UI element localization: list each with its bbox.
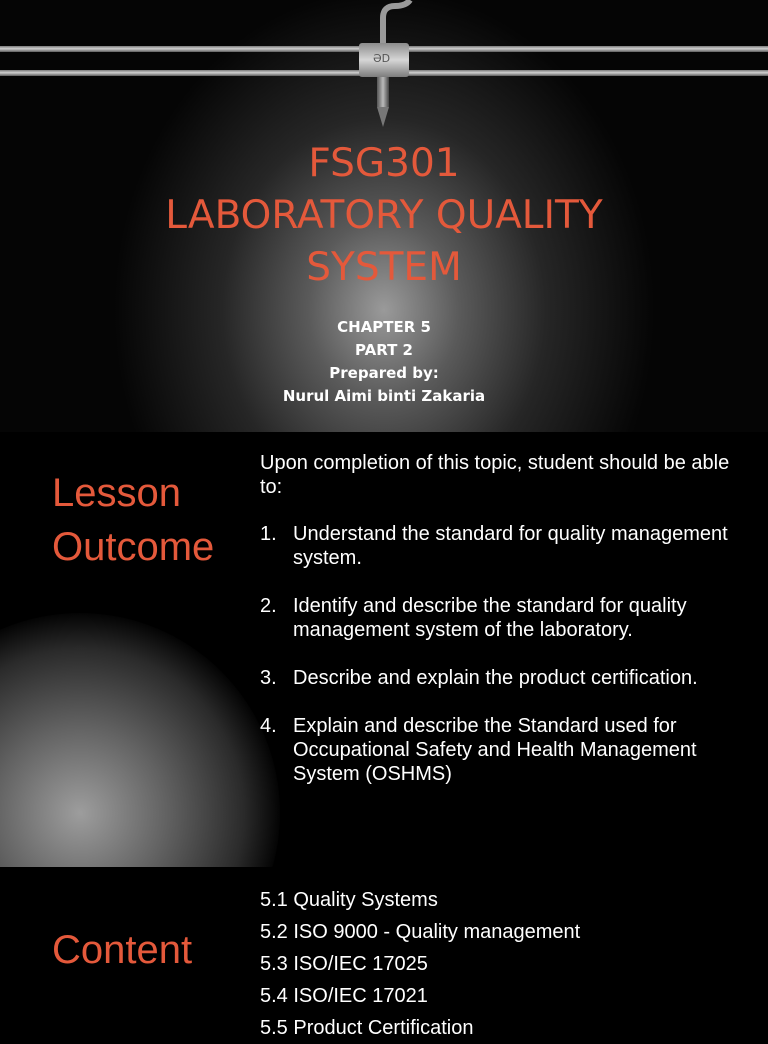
list-item: [260, 666, 755, 690]
title-slide: [0, 0, 768, 432]
rail-clamp: [359, 43, 409, 77]
content-slide: [0, 867, 768, 1039]
clamp-logo: ƏD: [373, 52, 391, 65]
list-item: 5.4 ISO/IEC 17021: [260, 985, 428, 1007]
part-label: PART 2: [355, 341, 413, 359]
hook-graphic: [378, 0, 412, 44]
slide-title: [0, 138, 768, 294]
list-item: [260, 594, 755, 642]
prepared-by-label: Prepared by:: [329, 364, 439, 382]
title-line: FSG301: [308, 141, 460, 186]
item-text: Understand the standard for quality management system.: [293, 523, 728, 569]
chapter-label: CHAPTER 5: [337, 318, 431, 336]
item-number: 4.: [260, 715, 277, 737]
lesson-outcome-slide: [0, 433, 768, 866]
item-text: Describe and explain the product certification.: [293, 667, 698, 689]
author-name: Nurul Aimi binti Zakaria: [282, 387, 486, 405]
heading-line: Outcome: [52, 525, 215, 569]
content-heading: Content: [52, 928, 193, 972]
title-line: SYSTEM: [306, 245, 462, 290]
list-item: 5.2 ISO 9000 - Quality management: [260, 921, 581, 943]
list-item: 5.5 Product Certification: [260, 1017, 474, 1039]
outcome-intro: Upon completion of this topic, student should be able to:: [260, 452, 730, 498]
list-item: [260, 714, 755, 786]
list-item: 5.1 Quality Systems: [260, 889, 438, 911]
needle-stem: [377, 77, 389, 107]
item-text: Explain and describe the Standard used for Occupational Safety and Health Management System (OSHMS): [293, 715, 697, 785]
list-item: 5.3 ISO/IEC 17025: [260, 953, 428, 975]
list-item: [260, 522, 755, 570]
title-line: LABORATORY QUALITY: [165, 193, 603, 238]
needle-tip: [377, 107, 389, 127]
item-number: 3.: [260, 667, 277, 689]
slide-subtitle: [0, 316, 768, 408]
item-number: 1.: [260, 523, 277, 545]
content-list: [260, 884, 580, 1044]
lesson-outcome-heading: [52, 466, 214, 574]
outcome-list: [260, 522, 755, 786]
outcome-body: [260, 451, 755, 810]
item-number: 2.: [260, 595, 277, 617]
heading-line: Lesson: [52, 471, 181, 515]
item-text: Identify and describe the standard for quality management system of the laboratory.: [293, 595, 687, 641]
